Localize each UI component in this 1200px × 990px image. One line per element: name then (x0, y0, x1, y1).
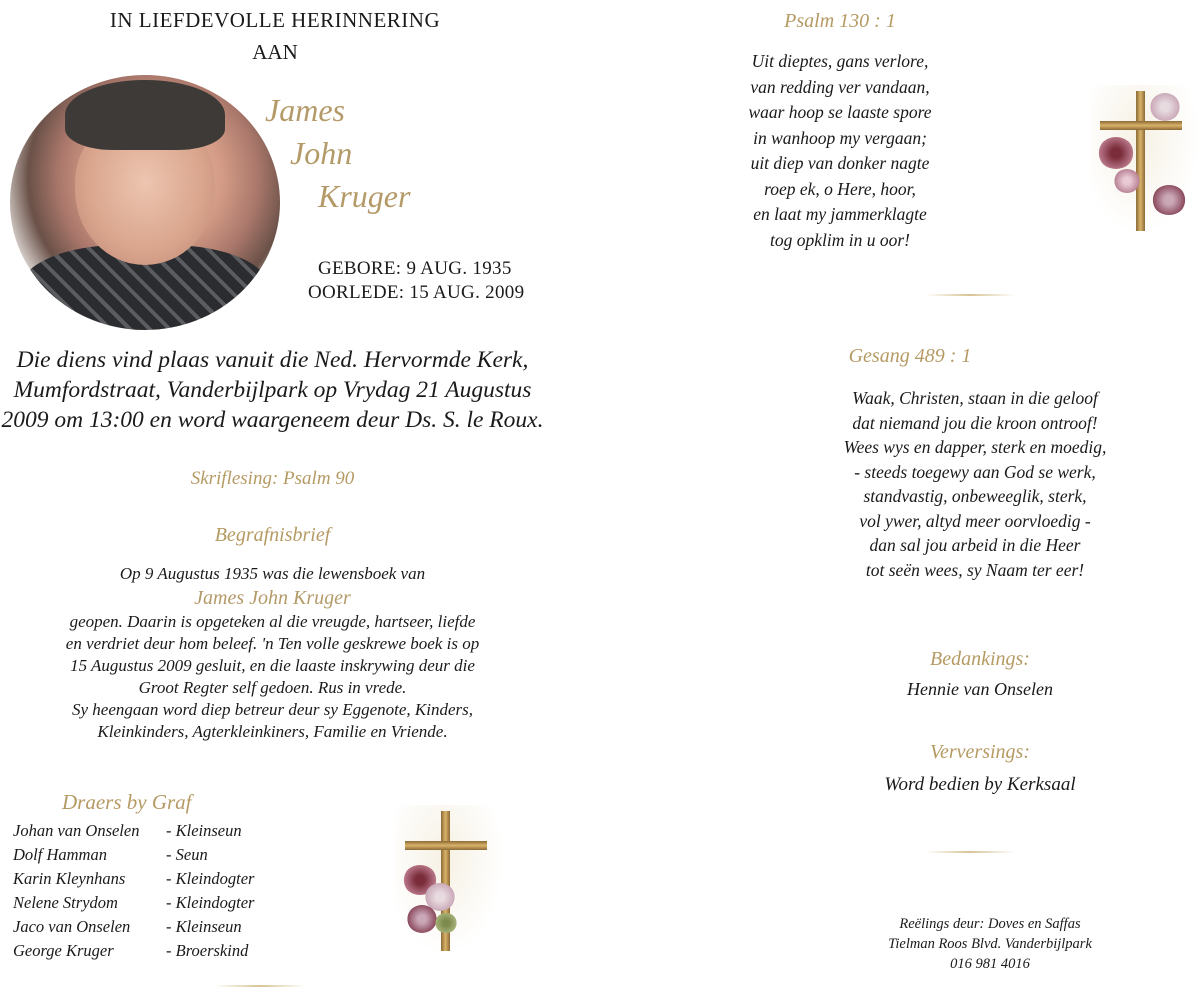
pallbearer-role: - Broerskind (166, 941, 249, 960)
pallbearer-name: George Kruger (13, 941, 114, 960)
hymn-line: dan sal jou arbeid in die Heer (869, 535, 1081, 555)
name-middle: John (290, 135, 353, 171)
arrangements-phone: 016 981 4016 (950, 956, 1030, 972)
refreshments-title: Verversings: (930, 741, 1030, 763)
scripture-reading: Skriflesing: Psalm 90 (190, 468, 355, 489)
died-label: OORLEDE: (308, 282, 405, 303)
pallbearer-name: Jaco van Onselen (13, 917, 131, 936)
arrangements-line: Tielman Roos Blvd. Vanderbijlpark (888, 936, 1092, 952)
service-line: Mumfordstraat, Vanderbijlpark op Vrydag 21 Augustus (13, 377, 532, 403)
letter-line: Sy heengaan word diep betreur deur sy Eggenote, Kinders, (71, 700, 473, 719)
psalm-line: van redding ver vandaan, (750, 76, 930, 97)
pallbearer-role: - Seun (166, 845, 208, 864)
list-item (13, 915, 286, 939)
cross-flowers-icon (395, 805, 505, 955)
arrangements-line: Reëlings deur: Doves en Saffas (899, 916, 1081, 932)
born-date: 9 AUG. 1935 (406, 258, 512, 279)
born-date-row (318, 258, 512, 280)
pallbearer-role: - Kleinseun (166, 821, 242, 840)
hymn-line: vol ywer, altyd meer oorvloedig - (859, 510, 1091, 531)
thanks-title: Bedankings: (930, 648, 1030, 670)
psalm-line: uit diep van donker nagte (750, 153, 930, 173)
name-last: Kruger (318, 178, 411, 214)
psalm-line: in wanhoop my vergaan; (753, 127, 927, 148)
hymn-line: dat niemand jou die kroon ontroof! (852, 412, 1098, 433)
cross-flowers-icon (1090, 85, 1200, 235)
pallbearer-role: - Kleinseun (166, 917, 242, 936)
service-line: 2009 om 13:00 en word waargeneem deur Ds. S. le Roux. (1, 407, 544, 433)
pallbearer-role: - Kleindogter (166, 893, 255, 912)
hymn-text (805, 386, 1145, 582)
pallbearers-title: Draers by Graf (62, 790, 192, 814)
list-item (13, 843, 286, 867)
letter-line: en verdriet deur hom beleef. 'n Ten volle geskrewe boek is op (65, 634, 480, 653)
born-label: GEBORE: (318, 258, 402, 279)
divider (925, 851, 1015, 853)
service-line: Die diens vind plaas vanuit die Ned. Hervormde Kerk, (16, 347, 529, 373)
funeral-letter (0, 563, 545, 743)
letter-line: Groot Regter self gedoen. Rus in vrede. (138, 678, 407, 697)
pallbearer-name: Karin Kleynhans (13, 869, 126, 888)
pallbearer-name: Dolf Hamman (13, 845, 107, 864)
letter-title: Begrafnisbrief (214, 524, 331, 546)
header-subtitle: AAN (252, 40, 298, 64)
hymn-line: tot seën wees, sy Naam ter eer! (865, 559, 1085, 580)
psalm-line: roep ek, o Here, hoor, (764, 178, 916, 199)
psalm-line: Uit dieptes, gans verlore, (751, 51, 929, 71)
hymn-line: Waak, Christen, staan in die geloof (852, 388, 1098, 408)
service-info (0, 345, 545, 435)
list-item (13, 891, 286, 915)
letter-name: James John Kruger (194, 587, 351, 609)
photo-hair (65, 80, 225, 150)
psalm-title: Psalm 130 : 1 (784, 10, 896, 32)
arrangements-info (830, 914, 1150, 974)
psalm-line: tog opklim in u oor! (770, 229, 910, 250)
divider (925, 294, 1015, 296)
portrait-photo (10, 75, 280, 330)
psalm-line: waar hoop se laaste spore (748, 102, 932, 122)
divider (215, 985, 305, 987)
header-title: IN LIEFDEVOLLE HERINNERING (109, 8, 441, 32)
refreshments-text: Word bedien by Kerksaal (884, 774, 1076, 795)
psalm-text (690, 49, 990, 253)
letter-line: 15 Augustus 2009 gesluit, en die laaste inskrywing deur die (70, 656, 475, 675)
name-first: James (265, 92, 345, 128)
list-item (13, 939, 286, 963)
pallbearer-name: Johan van Onselen (13, 821, 140, 840)
pallbearers-list (13, 819, 286, 963)
died-date: 15 AUG. 2009 (409, 282, 525, 303)
hymn-title: Gesang 489 : 1 (848, 345, 972, 367)
hymn-line: standvastig, onbeweeglik, sterk, (863, 486, 1087, 506)
pallbearer-role: - Kleindogter (166, 869, 255, 888)
thanks-text: Hennie van Onselen (907, 679, 1053, 699)
list-item (13, 867, 286, 891)
died-date-row (308, 282, 524, 304)
letter-line: Op 9 Augustus 1935 was die lewensboek van (119, 564, 426, 583)
letter-line: geopen. Daarin is opgeteken al die vreugde, hartseer, liefde (69, 612, 476, 631)
pallbearer-name: Nelene Strydom (13, 893, 118, 912)
hymn-line: - steeds toegewy aan God se werk, (854, 461, 1096, 482)
psalm-line: en laat my jammerklagte (753, 204, 927, 224)
letter-line: Kleinkinders, Agterkleinkiners, Familie en Vriende. (97, 722, 448, 741)
list-item (13, 819, 286, 843)
hymn-line: Wees wys en dapper, sterk en moedig, (843, 437, 1107, 457)
